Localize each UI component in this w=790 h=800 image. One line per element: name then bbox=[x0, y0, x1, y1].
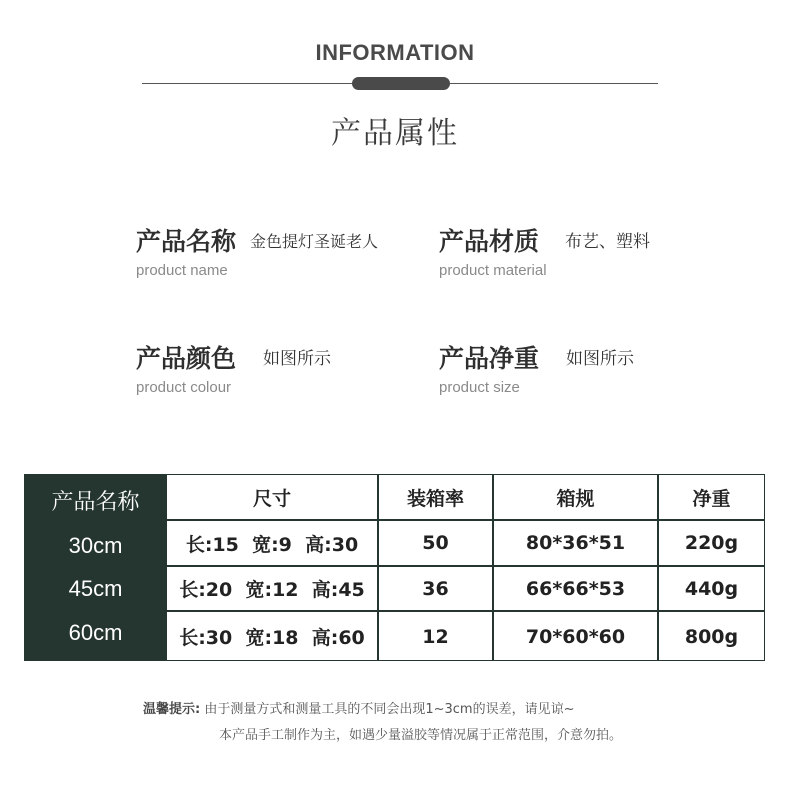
table-cell-carton: 80*36*51 bbox=[494, 521, 659, 565]
warm-tip-label: 温馨提示: bbox=[143, 702, 201, 717]
warm-tip-text: 由于测量方式和测量工具的不同会出现1~3cm的误差，请见谅~ bbox=[204, 702, 575, 717]
table-cell-size: 长:15 宽:9 高:30 bbox=[167, 521, 379, 565]
attr-label: 产品颜色 bbox=[136, 344, 237, 373]
attr-value: 如图所示 bbox=[263, 349, 332, 369]
attr-product-material bbox=[439, 222, 650, 279]
attr-value: 如图所示 bbox=[566, 349, 635, 369]
table-cell-packing: 36 bbox=[379, 567, 494, 610]
attr-label: 产品名称 bbox=[136, 227, 237, 256]
table-cell-packing: 50 bbox=[379, 521, 494, 565]
column-header: 装箱率 bbox=[379, 475, 494, 519]
side-row-label: 60cm bbox=[68, 620, 123, 645]
table-row bbox=[167, 567, 764, 612]
table-cell-weight: 220g bbox=[684, 532, 739, 554]
attr-value: 布艺、塑料 bbox=[565, 232, 651, 252]
warm-tip-line-2: 本产品手工制作为主，如遇少量溢胶等情况属于正常范围，介意勿拍。 bbox=[219, 728, 623, 743]
attr-english-label: product size bbox=[439, 379, 520, 396]
table-cell-weight: 440g bbox=[684, 577, 739, 600]
header-pill-decoration bbox=[352, 77, 450, 90]
attr-product-colour bbox=[136, 339, 331, 396]
table-cell-weight: 800g bbox=[684, 625, 739, 648]
column-header: 净重 bbox=[692, 487, 731, 510]
attr-english-label: product colour bbox=[136, 379, 232, 396]
table-cell-carton: 66*66*53 bbox=[494, 567, 659, 610]
attr-product-name bbox=[136, 222, 378, 279]
table-cell-size: 长:30 宽:18 高:60 bbox=[167, 612, 379, 661]
warm-tip bbox=[143, 697, 703, 749]
spec-table bbox=[24, 474, 765, 661]
attr-value: 金色提灯圣诞老人 bbox=[250, 232, 379, 251]
attr-label: 产品材质 bbox=[439, 227, 540, 256]
table-cell-size: 长:20 宽:12 高:45 bbox=[167, 567, 379, 610]
table-cell-packing: 12 bbox=[379, 612, 494, 661]
table-row bbox=[167, 521, 764, 567]
column-header: 箱规 bbox=[494, 475, 659, 519]
table-header-row bbox=[167, 475, 764, 521]
side-row-label: 45cm bbox=[68, 576, 123, 601]
side-row-label: 30cm bbox=[68, 533, 123, 558]
header-title: INFORMATION bbox=[315, 40, 475, 65]
spec-table-side-column bbox=[24, 474, 167, 661]
side-header: 产品名称 bbox=[51, 490, 140, 515]
attr-english-label: product name bbox=[136, 262, 228, 279]
section-subtitle: 产品属性 bbox=[331, 116, 459, 151]
column-header: 尺寸 bbox=[167, 475, 379, 519]
attr-english-label: product material bbox=[439, 262, 547, 279]
attr-product-weight bbox=[439, 339, 634, 396]
warm-tip-line-1 bbox=[143, 697, 703, 723]
table-cell-carton: 70*60*60 bbox=[494, 612, 659, 661]
spec-table-grid bbox=[167, 474, 765, 661]
attr-label: 产品净重 bbox=[439, 344, 540, 373]
table-row bbox=[167, 612, 764, 661]
